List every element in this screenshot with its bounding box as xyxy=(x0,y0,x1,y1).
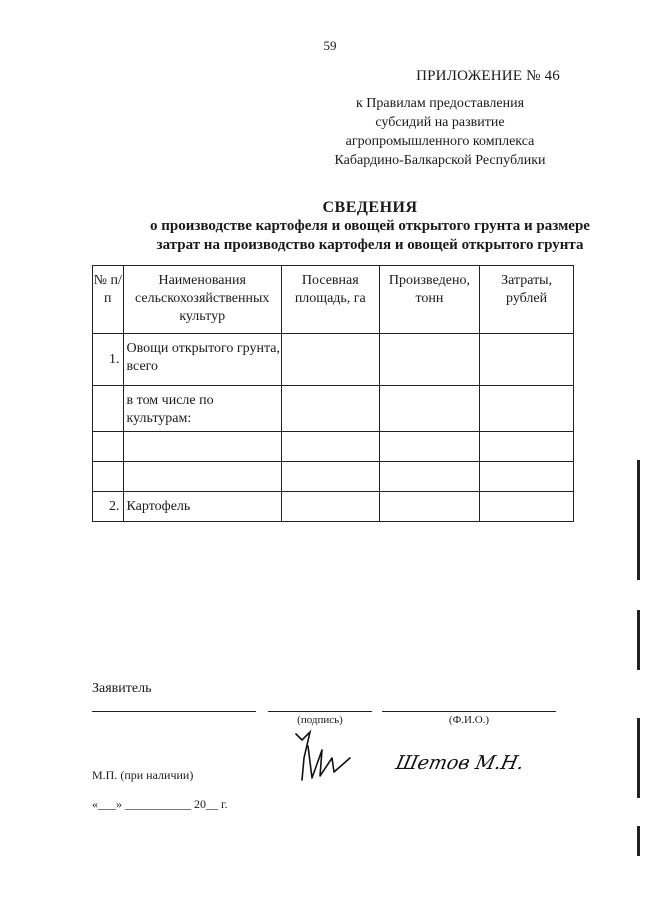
costs-cell[interactable] xyxy=(480,334,574,386)
scan-edge-mark xyxy=(637,610,640,670)
scan-edge-mark xyxy=(637,718,640,798)
subtitle-line: к Правилам предоставления xyxy=(355,96,525,111)
header-number: № п/п xyxy=(93,266,124,334)
row-number: 1. xyxy=(93,334,124,386)
produced-cell[interactable] xyxy=(379,462,479,492)
signature-image xyxy=(292,728,364,786)
stamp-note: М.П. (при наличии) xyxy=(92,768,194,782)
header-costs: Затраты, рублей xyxy=(480,266,574,334)
applicant-label: Заявитель xyxy=(92,681,152,696)
applicant-position-line[interactable] xyxy=(92,711,256,712)
row-crop-name: в том числе по культурам: xyxy=(123,386,281,432)
row-number xyxy=(93,386,124,432)
page-number: 59 xyxy=(323,38,337,53)
sown-area-cell[interactable] xyxy=(281,334,379,386)
costs-cell[interactable] xyxy=(480,386,574,432)
heading-line-1: о производстве картофеля и овощей открытого грунта и размере xyxy=(150,218,590,234)
row-crop-name: Овощи открытого грунта, всего xyxy=(123,334,281,386)
handwritten-name-image xyxy=(393,745,527,779)
table-row xyxy=(93,462,574,492)
data-table xyxy=(92,265,574,522)
sown-area-cell[interactable] xyxy=(281,432,379,462)
handwritten-name-text: Шетов М.Н. xyxy=(393,751,527,774)
costs-cell[interactable] xyxy=(480,432,574,462)
costs-cell[interactable] xyxy=(480,492,574,522)
table-row xyxy=(93,334,574,386)
heading-title: СВЕДЕНИЯ xyxy=(322,199,418,216)
row-number xyxy=(93,462,124,492)
header-crop-name: Наименования сельскохозяйственных культур xyxy=(123,266,281,334)
produced-cell[interactable] xyxy=(379,432,479,462)
header-sown-area: Посевная площадь, га xyxy=(281,266,379,334)
table-row xyxy=(93,386,574,432)
subtitle-line: агропромышленного комплекса xyxy=(345,134,535,149)
produced-cell[interactable] xyxy=(379,334,479,386)
full-name-caption: (Ф.И.О.) xyxy=(448,714,490,726)
produced-cell[interactable] xyxy=(379,492,479,522)
signature-line[interactable] xyxy=(268,711,372,712)
row-number xyxy=(93,432,124,462)
costs-cell[interactable] xyxy=(480,462,574,492)
sown-area-cell[interactable] xyxy=(281,492,379,522)
appendix-title: ПРИЛОЖЕНИЕ № 46 xyxy=(416,68,560,84)
subtitle-line: субсидий на развитие xyxy=(375,115,505,130)
row-crop-name[interactable] xyxy=(123,462,281,492)
sown-area-cell[interactable] xyxy=(281,462,379,492)
date-line: «___» ___________ 20__ г. xyxy=(92,797,228,811)
table-header-row xyxy=(93,266,574,334)
table-row xyxy=(93,492,574,522)
row-crop-name[interactable] xyxy=(123,432,281,462)
produced-cell[interactable] xyxy=(379,386,479,432)
row-crop-name: Картофель xyxy=(123,492,281,522)
sown-area-cell[interactable] xyxy=(281,386,379,432)
full-name-line[interactable] xyxy=(382,711,556,712)
document-heading xyxy=(80,198,660,255)
row-number: 2. xyxy=(93,492,124,522)
heading-line-2: затрат на производство картофеля и овощей открытого грунта xyxy=(156,237,584,253)
subtitle-line: Кабардино-Балкарской Республики xyxy=(334,153,546,168)
header-produced: Произведено, тонн xyxy=(379,266,479,334)
appendix-subtitle xyxy=(290,94,590,170)
scan-edge-mark xyxy=(637,826,640,856)
scan-edge-mark xyxy=(637,460,640,580)
signature-caption: (подпись) xyxy=(297,714,343,726)
table-row xyxy=(93,432,574,462)
